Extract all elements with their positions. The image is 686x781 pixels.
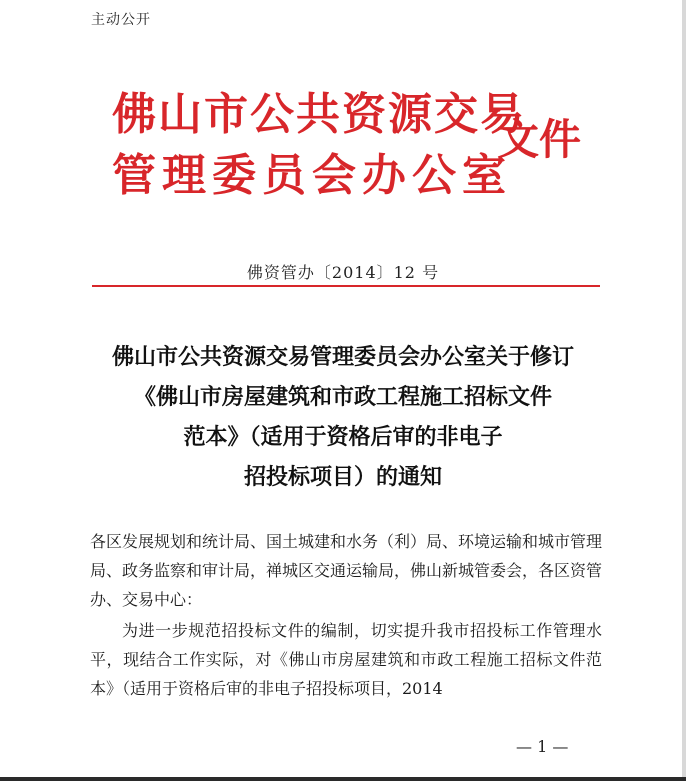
addressees-paragraph: 各区发展规划和统计局、国土城建和水务（利）局、环境运输和城市管理局、政务监察和审计局，禅城区交通运输局，佛山新城管委会，各区资管办、交易中心： <box>90 532 603 609</box>
title-line-4: 招投标项目）的通知 <box>243 464 442 490</box>
scan-edge-right <box>682 0 686 781</box>
page-number: — 1 — <box>516 737 569 756</box>
title-line-3: 范本》（适用于资格后审的非电子 <box>183 424 503 450</box>
title-line-1: 佛山市公共资源交易管理委员会办公室关于修订 <box>111 344 574 370</box>
title-line-2: 《佛山市房屋建筑和市政工程施工招标文件 <box>133 384 552 410</box>
issuer-name-line2: 管理委员会办公室 <box>112 150 512 201</box>
issuer-document-suffix: 文件 <box>497 115 582 164</box>
red-separator-line <box>92 285 600 287</box>
scan-edge-bottom <box>0 777 686 781</box>
document-body <box>90 527 602 703</box>
document-title <box>0 337 686 497</box>
document-number: 佛资管办〔2014〕12 号 <box>246 263 440 282</box>
body-paragraph-1: 为进一步规范招投标文件的编制，切实提升我市招投标工作管理水平，现结合工作实际，对《佛山市房屋建筑和市政工程施工招标文件范本》（适用于资格后审的非电子招投标项目，2014 <box>90 621 602 698</box>
disclosure-label: 主动公开 <box>91 12 151 28</box>
issuer-name-line1: 佛山市公共资源交易 <box>112 89 526 140</box>
